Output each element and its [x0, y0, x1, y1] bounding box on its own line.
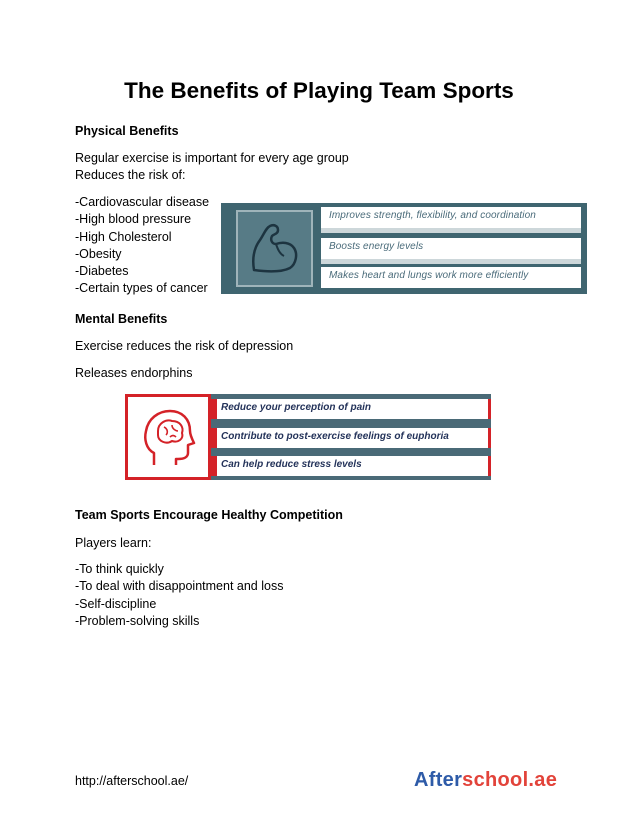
benefit-text: Improves strength, flexibility, and coordination — [329, 210, 536, 221]
skill-item: -Self-discipline — [75, 596, 157, 611]
intro-line: Regular exercise is important for every age group — [75, 151, 349, 165]
intro-line: Reduces the risk of: — [75, 168, 186, 183]
stripe — [211, 419, 491, 428]
benefit-text: Boosts energy levels — [329, 241, 424, 252]
benefit-row — [211, 456, 491, 476]
stripe — [211, 476, 491, 480]
mental-benefits-heading: Mental Benefits — [75, 312, 168, 326]
logo-part-after: After — [414, 769, 463, 791]
flexed-arm-icon — [236, 210, 313, 287]
benefit-band — [321, 238, 581, 259]
head-brain-icon — [125, 394, 211, 480]
benefit-text: Can help reduce stress levels — [221, 459, 362, 470]
risk-item: -Obesity — [75, 246, 122, 261]
risk-item: -High Cholesterol — [75, 229, 172, 244]
benefit-row — [211, 428, 491, 448]
skill-item: -To think quickly — [75, 562, 164, 576]
red-tab — [211, 399, 217, 419]
risk-list — [75, 194, 209, 298]
skills-list — [75, 561, 283, 630]
skill-item: -To deal with disappointment and loss — [75, 579, 284, 594]
competition-intro: Players learn: — [75, 536, 152, 550]
physical-intro — [75, 150, 349, 185]
mental-benefits-graphic — [125, 394, 491, 480]
risk-item: -Certain types of cancer — [75, 281, 208, 296]
red-tab — [211, 456, 217, 476]
physical-benefits-graphic — [221, 203, 587, 294]
mental-line: Exercise reduces the risk of depression — [75, 339, 294, 353]
afterschool-logo — [414, 769, 557, 792]
page-title: The Benefits of Playing Team Sports — [124, 78, 514, 103]
skill-item: -Problem-solving skills — [75, 613, 200, 628]
risk-item: -Cardiovascular disease — [75, 195, 210, 209]
band-divider — [321, 259, 581, 264]
logo-part-school: school.ae — [462, 769, 558, 791]
physical-benefits-heading: Physical Benefits — [75, 124, 179, 138]
benefit-band — [321, 267, 581, 288]
band-divider — [321, 228, 581, 233]
red-tab — [211, 428, 217, 448]
benefit-row — [211, 399, 491, 419]
mental-line: Releases endorphins — [75, 366, 193, 380]
benefit-band — [321, 207, 581, 228]
benefit-text: Reduce your perception of pain — [221, 402, 372, 413]
benefit-text: Makes heart and lungs work more efficiently — [329, 270, 529, 281]
footer-url[interactable]: http://afterschool.ae/ — [75, 774, 189, 788]
risk-item: -High blood pressure — [75, 212, 192, 227]
risk-item: -Diabetes — [75, 264, 129, 279]
benefit-text: Contribute to post-exercise feelings of euphoria — [221, 431, 449, 442]
competition-heading: Team Sports Encourage Healthy Competition — [75, 508, 343, 522]
